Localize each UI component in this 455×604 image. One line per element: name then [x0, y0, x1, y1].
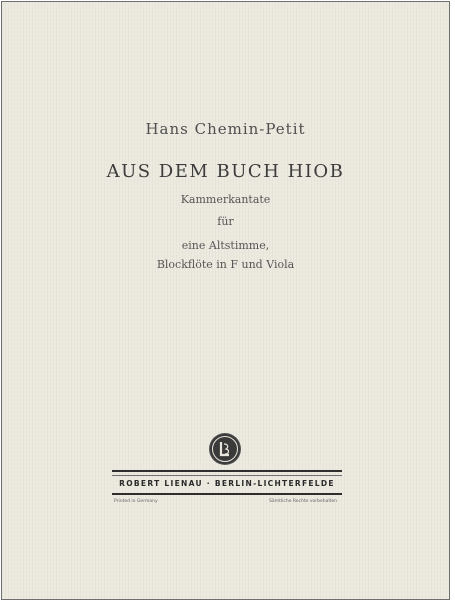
- publisher-rule-thin: [112, 475, 342, 476]
- publisher-line: ROBERT LIENAU · BERLIN-LICHTERFELDE: [119, 479, 335, 488]
- work-title: AUS DEM BUCH HIOB: [106, 161, 345, 182]
- instrumentation-line-2: Blockflöte in F und Viola: [156, 258, 295, 271]
- printed-in-note: Printed in Germany: [114, 499, 158, 504]
- work-genre: Kammerkantate: [180, 193, 271, 206]
- composer-name: Hans Chemin-Petit: [145, 120, 306, 138]
- publisher-monogram-icon: [210, 434, 240, 464]
- publisher-rule-bottom: [112, 493, 342, 495]
- publisher-rule-top: [112, 470, 342, 472]
- monogram-svg: [210, 434, 240, 464]
- instrumentation-line-1: eine Altstimme,: [181, 239, 270, 252]
- score-cover-page: [1, 1, 450, 600]
- rights-note: Sämtliche Rechte vorbehalten: [269, 499, 337, 504]
- for-label: für: [217, 215, 234, 228]
